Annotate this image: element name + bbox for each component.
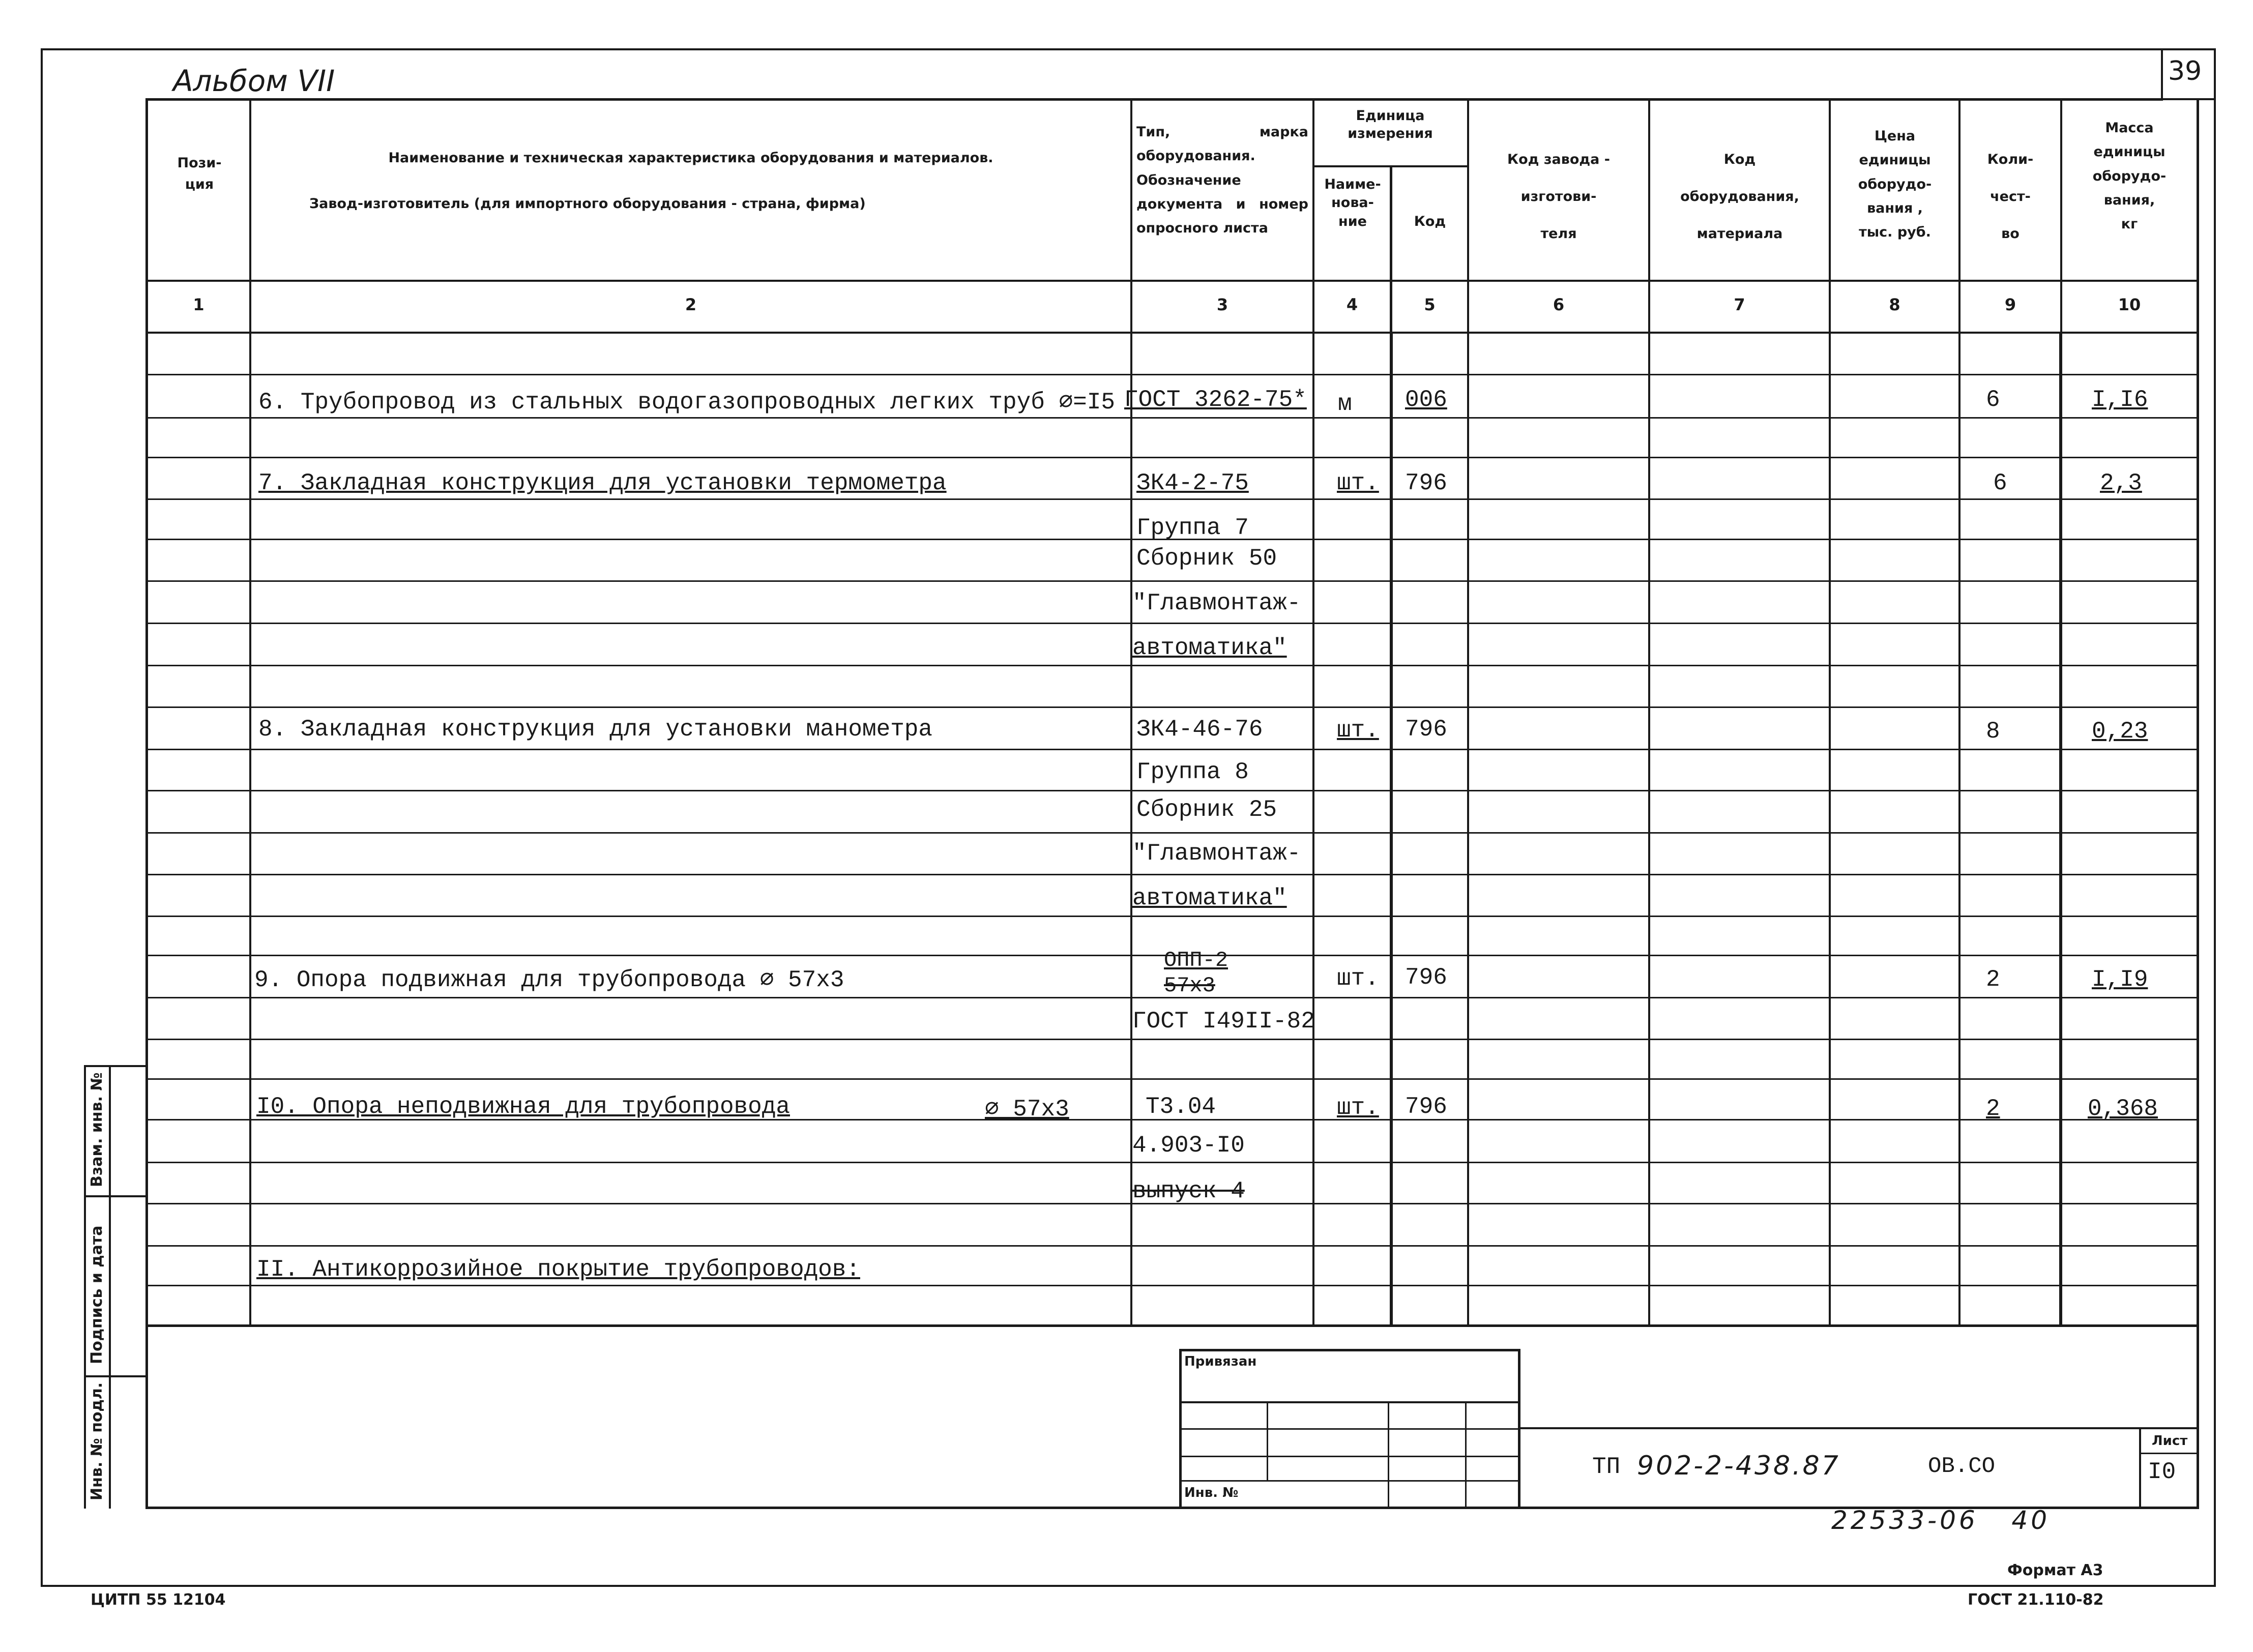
tb-col3 (1465, 1401, 1467, 1508)
row-6-qty: 6 (1986, 387, 2000, 413)
tb-sheet-left (2139, 1427, 2141, 1508)
col-number: 9 (2004, 295, 2016, 314)
tb-col1 (1267, 1401, 1268, 1482)
heavy-col-9-right (2059, 332, 2062, 1326)
row-9-code: 796 (1405, 964, 1447, 991)
row-9-mass: I,I9 (2092, 966, 2148, 993)
sheet-box-left (2161, 48, 2163, 99)
tb-row3 (1179, 1456, 1520, 1457)
row-10-type-issue: выпуск 4 (1132, 1178, 1245, 1204)
row-9-type-gost: ГОСТ I49II-82 (1132, 1008, 1315, 1035)
row-6-name: 6. Трубопровод из стальных водогазопроводных легких труб ⌀=I5 (258, 389, 1115, 416)
row-7-type-collection: Сборник 50 (1136, 545, 1277, 572)
header-price: Цена единицы оборудо- вания , тыс. руб. (1858, 128, 1932, 240)
tb-sheet-label: Лист (2152, 1433, 2188, 1449)
row-9-name: 9. Опора подвижная для трубопровода ⌀ 57х3 (254, 967, 844, 993)
col-sep-5 (1467, 98, 1469, 1326)
row-8-mass: 0,23 (2092, 718, 2148, 745)
tb-inv-label: Инв. № (1184, 1485, 1239, 1500)
header-unit-code: Код (1414, 214, 1446, 229)
row-9-unit: шт. (1337, 965, 1379, 992)
header-name-line2: Завод-изготовитель (для импортного оборудования - страна, фирма) (309, 196, 866, 212)
frame-top (41, 48, 2216, 50)
row-10-code: 796 (1405, 1094, 1447, 1120)
col-sep-3 (1312, 98, 1314, 1326)
frame-left (41, 48, 43, 1587)
unit-group-split (1312, 165, 1467, 167)
tb-row2 (1179, 1428, 1520, 1430)
row-7-mass: 2,3 (2100, 470, 2142, 496)
col-sep-7 (1829, 98, 1831, 1326)
table-right (2197, 98, 2199, 1508)
row-7-qty: 6 (1993, 470, 2007, 496)
side-stamp-mid (109, 1065, 111, 1509)
sheet-box-bottom (2161, 98, 2216, 100)
header-equipment-code: Код оборудования, материала (1680, 152, 1799, 242)
header-type: Тип, марка оборудования. Обозначение документа и номер опросного листа (1136, 124, 1308, 236)
colnum-bottom (145, 332, 2197, 334)
row-10-name: I0. Опора неподвижная для трубопровода (256, 1094, 790, 1120)
row-10-name-suffix: ⌀ 57х3 (985, 1096, 1069, 1123)
row-8-type-org2: автоматика" (1132, 885, 1287, 911)
tb-row1 (1179, 1401, 1520, 1403)
footer-code: ЦИТП 55 12104 (91, 1591, 226, 1609)
side-stamp-div2 (84, 1375, 145, 1377)
col-sep-8 (1958, 98, 1961, 1326)
header-quantity: Коли- чест- во (1987, 152, 2034, 242)
side-stamp-top (84, 1065, 145, 1067)
tb-row4 (1179, 1480, 1520, 1482)
col-sep-6 (1648, 98, 1650, 1326)
side-stamp-original-inv: Инв. № подл. (88, 1382, 106, 1500)
row-7-unit: шт. (1337, 470, 1379, 496)
row-9-type-numerator: ОПП-2 (1164, 948, 1228, 972)
tb-doc-top (1518, 1427, 2199, 1429)
row-11-name: II. Антикоррозийное покрытие трубопроводов: (256, 1256, 860, 1283)
tb-sheet-split (2139, 1453, 2199, 1454)
row-8-type-collection: Сборник 25 (1136, 796, 1277, 823)
row-9-qty: 2 (1986, 966, 2000, 993)
col-number: 4 (1346, 295, 1358, 314)
heavy-col-left (1390, 332, 1393, 1326)
header-unit-name: Наиме- нова- ние (1324, 176, 1381, 229)
row-8-unit: шт. (1337, 717, 1379, 744)
row-7-name: 7. Закладная конструкция для установки термометра (258, 470, 947, 496)
row-6-code: 006 (1405, 387, 1447, 413)
row-8-type: ЗК4-46-76 (1136, 716, 1263, 743)
side-stamp-div1 (84, 1195, 145, 1197)
col-sep-1 (249, 98, 251, 1326)
side-stamp-replacement-inv: Взам. инв. № (88, 1072, 106, 1187)
format-label: Формат А3 (2007, 1561, 2103, 1579)
tb-doc-prefix: ТП (1592, 1454, 1621, 1480)
header-unit-group: Единица измерения (1348, 108, 1433, 142)
tb-attached-label: Привязан (1184, 1354, 1257, 1369)
side-stamp-left (84, 1065, 86, 1509)
table-top (145, 98, 2163, 101)
handwritten-archive-number: 22533-06 40 (1831, 1506, 2051, 1535)
row-7-code: 796 (1405, 470, 1447, 496)
col-number: 10 (2118, 295, 2141, 314)
row-10-unit: шт. (1337, 1095, 1379, 1121)
row-8-name: 8. Закладная конструкция для установки манометра (258, 716, 933, 743)
col-number: 7 (1734, 295, 1745, 314)
row-7-type-org1: "Главмонтаж- (1132, 590, 1301, 616)
tb-top (1179, 1349, 1520, 1351)
row-8-qty: 8 (1986, 718, 2000, 745)
album-label: Альбом VII (173, 64, 335, 98)
row-10-qty: 2 (1986, 1096, 2000, 1122)
header-factory-code: Код завода - изготови- теля (1507, 152, 1610, 242)
sheet-number: 39 (2168, 56, 2202, 86)
row-8-type-group: Группа 8 (1136, 759, 1249, 785)
tb-doc-code: 902-2-438.87 (1637, 1451, 1840, 1481)
tb-col2 (1388, 1401, 1389, 1508)
header-bottom (145, 280, 2197, 282)
body-bottom (145, 1324, 2197, 1327)
row-10-type-doc: 4.903-I0 (1132, 1132, 1245, 1159)
col-number: 1 (193, 295, 204, 314)
row-9-type-denominator: 57х3 (1164, 973, 1215, 998)
row-7-type-group: Группа 7 (1136, 515, 1249, 541)
row-6-unit: м (1338, 391, 1352, 417)
tb-sheet-value: I0 (2148, 1459, 2176, 1485)
col-number: 6 (1553, 295, 1565, 314)
header-name-line1: Наименование и техническая характеристика оборудования и материалов. (388, 150, 993, 166)
tb-doc-suffix: ОВ.СО (1928, 1454, 1996, 1479)
row-10-mass: 0,368 (2088, 1096, 2158, 1122)
row-6-mass: I,I6 (2092, 387, 2148, 413)
row-7-type-org2: автоматика" (1132, 635, 1287, 661)
col-number: 8 (1889, 295, 1900, 314)
gost-label: ГОСТ 21.110-82 (1968, 1591, 2104, 1609)
header-mass: Масса единицы оборудо- вания, кг (2092, 120, 2167, 232)
row-6-type: ГОСТ 3262-75* (1124, 387, 1307, 413)
col-number: 2 (685, 295, 697, 314)
frame-right (2214, 48, 2216, 1587)
row-8-code: 796 (1405, 716, 1447, 743)
row-7-type: ЗК4-2-75 (1136, 470, 1249, 496)
header-position: Пози- ция (177, 155, 222, 192)
row-8-type-org1: "Главмонтаж- (1132, 840, 1301, 867)
frame-bottom (41, 1585, 2216, 1587)
row-10-type: Т3.04 (1146, 1094, 1216, 1120)
col-number: 5 (1424, 295, 1436, 314)
col-number: 3 (1216, 295, 1228, 314)
side-stamp-signature-date: Подпись и дата (88, 1225, 106, 1364)
